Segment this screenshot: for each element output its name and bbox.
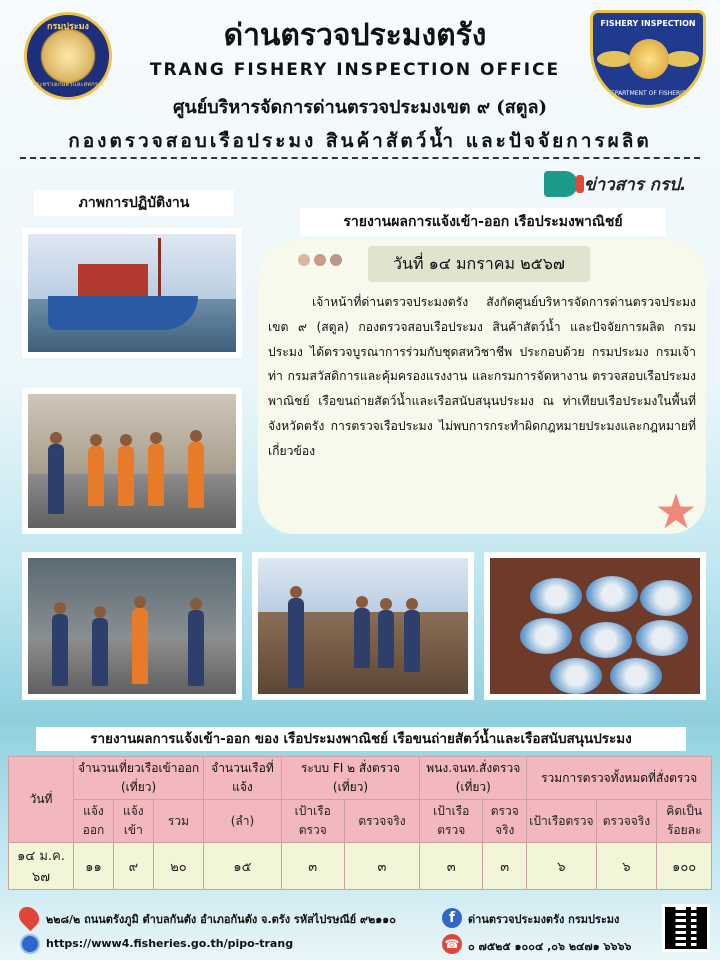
news-label: ข่าวสาร กรป. — [584, 174, 687, 195]
header-date: วันที่ — [9, 757, 74, 843]
subheader-total-target: เป้าเรือตรวจ — [527, 800, 596, 843]
photo-fishing-boat — [22, 228, 242, 358]
subheader-in: แจ้งเข้า — [113, 800, 153, 843]
subheader-total-actual: ตรวจจริง — [596, 800, 657, 843]
qr-code[interactable] — [662, 904, 710, 952]
photo-pier-inspection — [252, 552, 474, 700]
location-pin-icon — [15, 903, 43, 931]
report-body: เจ้าหน้าที่ด่านตรวจประมงตรัง สังกัดศูนย์บริหารจัดการด่านตรวจประมง เขต ๙ (สตูล) กองตรวจสอบเรือประมง สินค้าสัตว์น้ำ และปัจจัยการผลิต กรมประมง ได้ตรวจบูรณาการร่วมกับชุดสหวิชาชีพ ประกอบด้วย กรมประมง กรมเจ้าท่า กรมสวัสดิการและคุ้มครองแรงงาน และกรมการจัดหางาน ตรวจสอบเรือประมงพาณิชย์ เรือขนถ่ายสัตว์น้ำและเรือสนับสนุนประมง ณ ท่าเทียบเรือประมงในพื้นที่จังหวัดตรัง การตรวจเรือประมง ไม่พบการกระทำผิดกฎหมายประมงและกฎหมายที่เกี่ยวข้อง — [268, 295, 696, 458]
facebook-icon[interactable]: f — [442, 908, 462, 928]
title-thai: ด่านตรวจประมงตรัง — [223, 18, 487, 53]
report-table — [8, 756, 712, 890]
left-logo-top-text: กรมประมง — [47, 22, 89, 32]
cell-in: ๙ — [113, 843, 153, 890]
footer-phone: ๐ ๗๕๒๕ ๑๐๐๔ ,๐๖ ๒๔๗๑ ๖๖๖๖ — [468, 940, 632, 953]
news-badge — [544, 168, 704, 200]
emblem-icon — [43, 31, 93, 81]
subheader-sum: รวม — [153, 800, 203, 843]
table-title: รายงานผลการแจ้งเข้า-ออก ของ เรือประมงพาณิชย์ เรือขนถ่ายสัตว์น้ำและเรือสนับสนุนประมง — [36, 727, 686, 751]
megaphone-icon — [544, 171, 578, 197]
cell-fi-actual: ๓ — [344, 843, 420, 890]
subtitle-center: ศูนย์บริหารจัดการด่านตรวจประมงเขต ๙ (สตูล) — [172, 97, 548, 118]
right-wing-icon — [665, 51, 699, 67]
cell-out: ๑๑ — [74, 843, 114, 890]
subheader-unit: (ลำ) — [204, 800, 282, 843]
footer-facebook[interactable]: ด่านตรวจประมงตรัง กรมประมง — [468, 913, 620, 926]
cell-sum: ๒๐ — [153, 843, 203, 890]
dashed-divider — [20, 157, 700, 159]
left-logo-bottom-text: กระทรวงเกษตรและสหกรณ์ — [32, 81, 104, 88]
subheader-pnj-actual: ตรวจจริง — [483, 800, 527, 843]
header-total: รวมการตรวจทั้งหมดที่สั่งตรวจ — [527, 757, 712, 800]
footer-website[interactable]: https://www4.fisheries.go.th/pipo-trang — [46, 937, 294, 950]
report-section-label: รายงานผลการแจ้งเข้า-ออก เรือประมงพาณิชย์ — [300, 208, 666, 236]
title-english: TRANG FISHERY INSPECTION OFFICE — [149, 60, 561, 80]
subtitle-division: กองตรวจสอบเรือประมง สินค้าสัตว์น้ำ และปัจจัยการผลิต — [68, 130, 652, 152]
photos-section-label: ภาพการปฏิบัติงาน — [34, 190, 234, 216]
photo-inspection-team-2 — [22, 552, 242, 700]
report-card — [258, 240, 706, 540]
cell-date: ๑๔ ม.ค. ๖๗ — [9, 843, 74, 890]
subheader-out: แจ้งออก — [74, 800, 114, 843]
photo-inspection-team-1 — [22, 388, 242, 534]
report-date: วันที่ ๑๔ มกราคม ๒๕๖๗ — [368, 246, 590, 282]
right-logo-bottom-text: DEPARTMENT OF FISHERIES — [606, 90, 690, 97]
cell-fi-target: ๓ — [281, 843, 344, 890]
header-pnj: พนง.จนท.สั่งตรวจ (เที่ยว) — [420, 757, 527, 800]
decorative-dots — [298, 254, 342, 266]
globe-icon — [20, 934, 40, 954]
phone-icon: ☎ — [442, 934, 462, 954]
subheader-percent: คิดเป็นร้อยละ — [657, 800, 712, 843]
header-fi: ระบบ FI ๒ สั่งตรวจ (เที่ยว) — [281, 757, 419, 800]
left-wing-icon — [597, 51, 631, 67]
cell-pnj-target: ๓ — [420, 843, 483, 890]
subheader-fi-actual: ตรวจจริง — [344, 800, 420, 843]
cell-total-actual: ๖ — [596, 843, 657, 890]
cell-pnj-actual: ๓ — [483, 843, 527, 890]
cell-total-target: ๖ — [527, 843, 596, 890]
right-logo-top-text: FISHERY INSPECTION — [600, 19, 696, 28]
photo-fish-baskets — [484, 552, 706, 700]
badge-icon — [629, 39, 669, 79]
table-row — [9, 843, 712, 890]
subheader-fi-target: เป้าเรือตรวจ — [281, 800, 344, 843]
footer-address: ๒๒๘/๒ ถนนตรังภูมิ ตำบลกันตัง อำเภอกันตัง จ.ตรัง รหัสไปรษณีย์ ๙๒๑๑๐ — [46, 913, 396, 926]
starfish-icon: ★ — [654, 484, 698, 540]
header-boats: จำนวนเรือที่แจ้ง — [204, 757, 282, 800]
header-trips: จำนวนเที่ยวเรือเข้าออก (เที่ยว) — [74, 757, 204, 800]
department-of-fisheries-logo — [24, 12, 112, 100]
subheader-pnj-target: เป้าเรือตรวจ — [420, 800, 483, 843]
cell-percent: ๑๐๐ — [657, 843, 712, 890]
cell-boats: ๑๕ — [204, 843, 282, 890]
